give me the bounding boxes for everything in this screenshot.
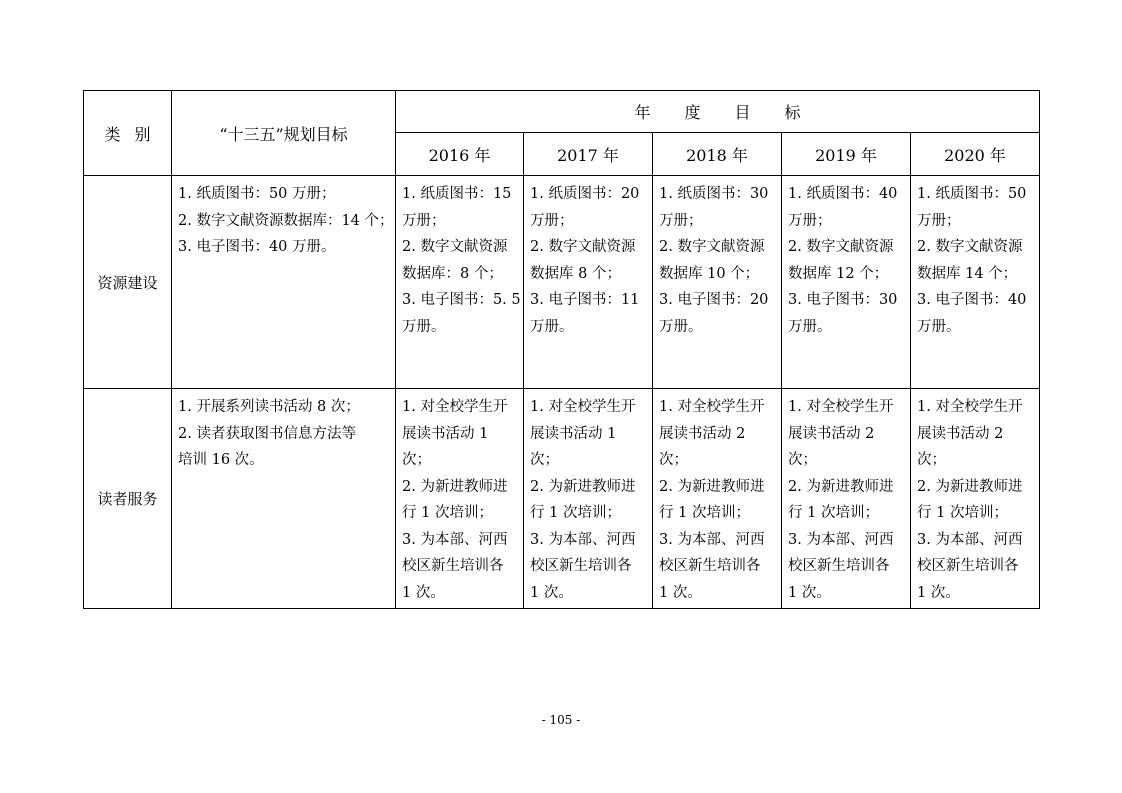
cell-line: 2. 为新进教师进 <box>530 478 636 495</box>
cell-line: 万册。 <box>917 318 961 335</box>
cell-line: 数据库：8 个； <box>402 265 503 282</box>
cell-line: 1. 纸质图书：15 <box>402 186 512 202</box>
year-cell-2020 <box>911 389 1040 609</box>
cell-line: 1 次。 <box>917 584 960 601</box>
cell-line: 万册。 <box>659 318 703 335</box>
cell-line: 1. 纸质图书：30 <box>659 186 769 202</box>
cell-line: 2. 为新进教师进 <box>402 478 508 495</box>
year-cell-2016 <box>396 176 524 389</box>
header-year-2018: 2018 年 <box>653 133 782 176</box>
cell-line: 2. 为新进教师进 <box>659 478 765 495</box>
cell-line: 数据库 10 个； <box>659 265 760 282</box>
cell-line: 校区新生培训各 <box>788 558 890 574</box>
cell-line: 校区新生培训各 <box>917 558 1019 574</box>
cell-line: 校区新生培训各 <box>402 558 504 574</box>
year-cell-2017 <box>524 176 653 389</box>
cell-line: 行 1 次培训； <box>402 505 493 521</box>
goal-line: 1. 纸质图书：50 万册； <box>178 186 336 202</box>
cell-line: 次； <box>530 452 559 468</box>
cell-line: 2. 数字文献资源 <box>530 239 636 255</box>
cell-line: 校区新生培训各 <box>530 558 632 574</box>
cell-line: 1 次。 <box>402 584 445 601</box>
header-goal: “十三五”规划目标 <box>172 91 396 176</box>
cell-line: 2. 数字文献资源 <box>402 239 508 255</box>
cell-line: 万册； <box>788 212 832 229</box>
cell-line: 万册； <box>659 212 703 229</box>
cell-line: 3. 电子图书：20 <box>659 292 769 308</box>
cell-line: 3. 为本部、河西 <box>917 531 1023 548</box>
cell-line: 万册； <box>402 212 446 229</box>
cell-line: 万册。 <box>402 318 446 335</box>
page-number: - 105 - <box>541 713 581 727</box>
cell-line: 2. 为新进教师进 <box>917 478 1023 495</box>
cell-line: 3. 为本部、河西 <box>788 531 894 548</box>
cell-line: 展读书活动 1 <box>530 425 617 442</box>
header-category: 类别 <box>84 91 172 176</box>
cell-line: 万册； <box>917 212 961 229</box>
cell-line: 1. 对全校学生开 <box>530 399 636 415</box>
year-cell-2019 <box>782 176 911 389</box>
cell-line: 1 次。 <box>530 584 573 601</box>
header-row-top <box>84 91 1040 133</box>
cell-line: 2. 为新进教师进 <box>788 478 894 495</box>
cell-line: 行 1 次培训； <box>530 505 621 521</box>
cell-line: 数据库 8 个； <box>530 265 621 282</box>
cell-line: 1 次。 <box>788 584 831 601</box>
cell-line: 行 1 次培训； <box>659 505 750 521</box>
cell-line: 3. 电子图书：5. 5 <box>402 292 521 308</box>
goal-line: 2. 读者获取图书信息方法等 <box>178 425 356 442</box>
year-cell-2018 <box>653 176 782 389</box>
cell-line: 万册； <box>530 212 574 229</box>
cell-line: 3. 为本部、河西 <box>659 531 765 548</box>
header-year-2020: 2020 年 <box>911 133 1040 176</box>
table-row-resource-building <box>84 176 1040 389</box>
cell-line: 展读书活动 2 <box>788 425 875 442</box>
cell-line: 次； <box>788 452 817 468</box>
header-year-2016: 2016 年 <box>396 133 524 176</box>
goal-cell <box>172 176 396 389</box>
year-cell-2019 <box>782 389 911 609</box>
cell-line: 2. 数字文献资源 <box>788 239 894 255</box>
goal-line: 2. 数字文献资源数据库：14 个； <box>178 212 394 229</box>
cell-line: 3. 电子图书：30 <box>788 292 898 308</box>
cell-line: 行 1 次培训； <box>788 505 879 521</box>
cell-line: 万册。 <box>788 318 832 335</box>
plan-table <box>83 90 1040 609</box>
cell-line: 3. 为本部、河西 <box>530 531 636 548</box>
cell-line: 3. 为本部、河西 <box>402 531 508 548</box>
year-cell-2018 <box>653 389 782 609</box>
goal-line: 培训 16 次。 <box>178 452 264 468</box>
cell-line: 展读书活动 2 <box>659 425 746 442</box>
cell-line: 次； <box>917 452 946 468</box>
cell-line: 3. 电子图书：40 <box>917 292 1027 308</box>
cell-line: 次； <box>659 452 688 468</box>
cell-line: 数据库 14 个； <box>917 265 1018 282</box>
header-year-2017: 2017 年 <box>524 133 653 176</box>
goal-cell <box>172 389 396 609</box>
cell-line: 行 1 次培训； <box>917 505 1008 521</box>
cell-line: 1. 对全校学生开 <box>917 399 1023 415</box>
cell-line: 2. 数字文献资源 <box>659 239 765 255</box>
goal-line: 3. 电子图书：40 万册。 <box>178 239 336 255</box>
cell-line: 3. 电子图书：11 <box>530 292 640 308</box>
cell-line: 1. 纸质图书：20 <box>530 186 640 202</box>
category-cell: 资源建设 <box>84 176 172 389</box>
year-cell-2017 <box>524 389 653 609</box>
year-cell-2020 <box>911 176 1040 389</box>
category-cell: 读者服务 <box>84 389 172 609</box>
header-year-2019: 2019 年 <box>782 133 911 176</box>
goal-line: 1. 开展系列读书活动 8 次； <box>178 399 360 415</box>
cell-line: 展读书活动 2 <box>917 425 1004 442</box>
cell-line: 校区新生培训各 <box>659 558 761 574</box>
cell-line: 1. 纸质图书：50 <box>917 186 1027 202</box>
header-annual-goals: 年度目标 <box>396 91 1040 133</box>
cell-line: 数据库 12 个； <box>788 265 889 282</box>
year-cell-2016 <box>396 389 524 609</box>
cell-line: 1. 对全校学生开 <box>788 399 894 415</box>
cell-line: 万册。 <box>530 318 574 335</box>
cell-line: 1. 对全校学生开 <box>659 399 765 415</box>
cell-line: 2. 数字文献资源 <box>917 239 1023 255</box>
cell-line: 次； <box>402 452 431 468</box>
cell-line: 1 次。 <box>659 584 702 601</box>
cell-line: 1. 对全校学生开 <box>402 399 508 415</box>
table-row-reader-services <box>84 389 1040 609</box>
cell-line: 1. 纸质图书：40 <box>788 186 898 202</box>
cell-line: 展读书活动 1 <box>402 425 489 442</box>
